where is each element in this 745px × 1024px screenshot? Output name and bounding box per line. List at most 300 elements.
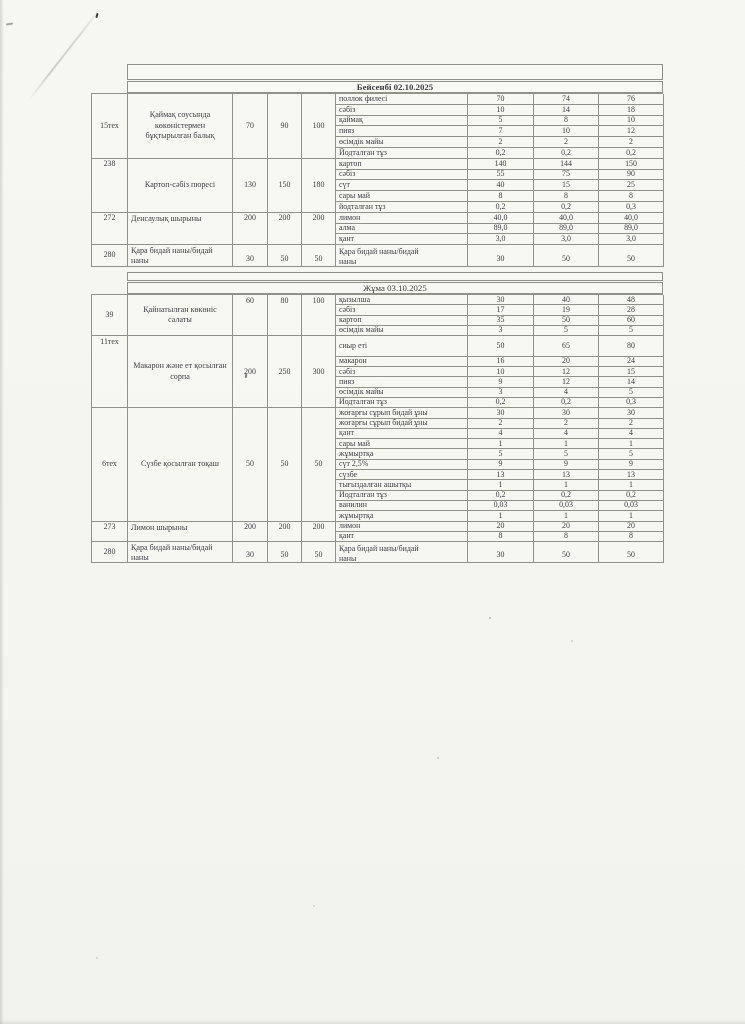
ingredient-value-cell — [468, 105, 534, 116]
portion-value: 200 — [244, 213, 256, 223]
dish-code: 280 — [103, 250, 116, 260]
ingredient-value-cell — [599, 148, 664, 159]
ingredient-value: 65 — [562, 340, 570, 350]
portion-value: 200 — [244, 366, 256, 376]
ingredient-name: өсімдік майы — [339, 387, 384, 397]
ingredient-value-cell — [534, 94, 599, 105]
portion-cell — [268, 542, 302, 563]
ingredient-value-cell — [468, 137, 534, 148]
ingredient-value-cell — [534, 419, 599, 429]
dish-name-cell — [128, 159, 233, 213]
ingredient-value-cell — [534, 170, 599, 181]
portion-value: 60 — [246, 295, 254, 305]
ingredient-value: 2 — [629, 418, 633, 428]
scan-edge-shadow-bottom — [0, 1020, 745, 1024]
ingredient-value: 1 — [564, 511, 568, 520]
ingredient-value: 20 — [562, 356, 570, 366]
ingredient-name: поллок филесі — [339, 94, 388, 103]
ingredient-name-cell — [336, 191, 468, 202]
ingredient-value: 13 — [496, 470, 505, 479]
ingredient-value-cell — [468, 326, 534, 336]
ingredient-value: 13 — [562, 470, 570, 479]
ingredient-value: 0,03 — [559, 500, 573, 510]
portion-value: 200 — [244, 522, 256, 532]
ingredient-value-cell — [534, 398, 599, 408]
ingredient-value: 19 — [562, 305, 570, 314]
ingredient-value-cell — [468, 94, 534, 105]
date-header-row — [127, 81, 663, 93]
portion-cell — [268, 94, 302, 159]
ingredient-value-cell — [468, 213, 534, 224]
ingredient-value: 76 — [627, 94, 635, 103]
ingredient-value: 9 — [564, 459, 568, 469]
ingredient-name: Йодталған тұз — [339, 490, 387, 500]
portion-cell — [268, 408, 302, 521]
ingredient-value: 50 — [627, 550, 635, 560]
ingredient-value-cell — [468, 159, 534, 170]
portion-value: 50 — [280, 459, 289, 469]
ingredient-value-cell — [468, 460, 534, 470]
ingredient-name: қант — [339, 428, 355, 438]
portion-cell — [233, 408, 268, 521]
ingredient-value: 4 — [498, 428, 503, 438]
ingredient-name-cell — [336, 429, 468, 439]
dish-code: 15тех — [100, 120, 119, 130]
ingredient-value: 8 — [629, 191, 633, 200]
scan-edge-shadow-left — [0, 0, 4, 1024]
portion-cell — [302, 245, 336, 267]
ingredient-value: 40,0 — [493, 212, 508, 222]
ingredient-value: 24 — [627, 356, 635, 366]
ingredient-value: 8 — [564, 191, 568, 200]
ingredient-value: 20 — [562, 521, 570, 531]
ingredient-value: 30 — [627, 408, 635, 417]
ingredient-value-cell — [599, 532, 664, 542]
dish-code-cell — [92, 213, 128, 245]
dish-code: 6тех — [102, 459, 117, 469]
ingredient-value: 50 — [562, 550, 570, 560]
ingredient-value: 1 — [498, 439, 503, 448]
ingredient-name-cell — [336, 491, 468, 501]
ingredient-value-cell — [599, 419, 664, 429]
portion-cell — [268, 245, 302, 267]
ingredient-value-cell — [468, 449, 534, 459]
ingredient-value-cell — [599, 336, 664, 357]
ingredient-value-cell — [468, 170, 534, 181]
menu-table-thursday — [91, 64, 663, 267]
ingredient-value: 40 — [562, 295, 570, 304]
ingredient-name: өсімдік майы — [339, 325, 384, 335]
dish-code-cell — [92, 408, 128, 521]
ingredient-value: 80 — [627, 340, 635, 350]
ingredient-name: сүт 2,5% — [339, 459, 369, 469]
ingredient-value-cell — [599, 126, 664, 137]
ingredient-name: қант — [339, 531, 355, 541]
dish-name: Қара бидай наны/бидай наны — [131, 246, 213, 266]
ingredient-name: тығыздалған ашытқы — [339, 480, 412, 489]
ingredient-name-cell — [336, 439, 468, 449]
ingredient-value: 2 — [498, 418, 503, 428]
dish-name-cell — [128, 295, 233, 336]
ingredient-value-cell — [468, 191, 534, 202]
ingredient-name-cell — [336, 522, 468, 532]
ingredient-name: сары май — [339, 191, 370, 200]
ingredient-value-cell — [599, 234, 664, 245]
ingredient-value-cell — [599, 377, 664, 387]
ingredient-name-cell — [336, 357, 468, 367]
portion-value: 200 — [278, 522, 291, 532]
portion-cell — [302, 336, 336, 408]
dish-block — [92, 245, 663, 267]
ingredient-name-cell — [336, 542, 468, 563]
ingredient-value-cell — [599, 159, 664, 170]
ingredient-value: 9 — [498, 459, 503, 469]
portion-value: 50 — [280, 550, 289, 560]
portion-value: 50 — [314, 254, 323, 264]
ingredient-value: 75 — [562, 169, 570, 179]
pen-dash-mark — [6, 23, 13, 25]
ingredient-name: картоп — [339, 158, 362, 168]
ingredient-value: 1 — [629, 439, 633, 448]
dish-name-cell — [128, 213, 233, 245]
ingredient-value-cell — [534, 137, 599, 148]
dish-code: 238 — [103, 159, 116, 169]
ingredient-value: 0,3 — [626, 201, 636, 211]
portion-cell — [268, 522, 302, 543]
ingredient-value: 0,2 — [495, 490, 506, 500]
portion-value: 80 — [280, 295, 289, 305]
ingredient-value: 30 — [562, 408, 570, 417]
portion-value: 150 — [278, 180, 291, 190]
ingredient-value: 90 — [627, 169, 635, 179]
paper-speck — [571, 640, 573, 642]
ingredient-value-cell — [468, 388, 534, 398]
ingredient-value: 25 — [627, 180, 635, 190]
dish-block — [92, 213, 663, 245]
ingredient-name-cell — [336, 449, 468, 459]
ingredient-name: лимон — [339, 521, 361, 531]
portion-cell — [302, 542, 336, 563]
dish-code: 272 — [103, 213, 116, 223]
ingredient-value-cell — [599, 180, 664, 191]
portion-value: 200 — [278, 213, 291, 223]
ingredient-value: 1 — [498, 511, 503, 520]
ingredient-value: 1 — [564, 480, 568, 489]
ingredient-value-cell — [599, 202, 664, 213]
ingredient-value: 30 — [496, 408, 505, 417]
portion-value: 50 — [314, 550, 323, 560]
ingredient-value: 20 — [627, 521, 635, 531]
ingredient-value: 1 — [629, 511, 633, 520]
portion-cell — [302, 295, 336, 336]
ingredient-value-cell — [534, 511, 599, 521]
ingredient-value-cell — [468, 180, 534, 191]
ingredient-value: 17 — [496, 305, 505, 314]
ingredient-value-cell — [599, 116, 664, 127]
ingredient-value: 1 — [629, 480, 633, 489]
ingredient-value-cell — [599, 326, 664, 336]
portion-value: 200 — [312, 213, 325, 223]
ingredient-name: макарон — [339, 356, 367, 366]
ingredient-value: 5 — [564, 325, 568, 335]
ingredient-name: жұмыртқа — [339, 511, 374, 520]
ingredient-name: лимон — [339, 212, 361, 222]
ingredient-value: 40,0 — [559, 212, 573, 222]
ingredient-name: жоғарғы сұрып бидай ұны — [339, 418, 428, 428]
dish-code-cell — [92, 94, 128, 159]
portion-cell — [233, 245, 268, 267]
ingredient-value: 4 — [564, 428, 568, 438]
ingredient-name-cell — [336, 234, 468, 245]
portion-cell — [302, 408, 336, 521]
ingredient-value-cell — [599, 398, 664, 408]
ingredient-value-cell — [468, 470, 534, 480]
dish-block — [92, 94, 663, 159]
dish-code-cell — [92, 522, 128, 543]
ingredient-value-cell — [534, 234, 599, 245]
ingredient-name: сүт — [339, 180, 350, 190]
dish-code-cell — [92, 159, 128, 213]
portion-cell — [268, 213, 302, 245]
ingredient-value-cell — [534, 367, 599, 377]
ingredient-value-cell — [468, 542, 534, 563]
ingredient-value-cell — [599, 449, 664, 459]
ingredient-value: 89,0 — [624, 223, 638, 233]
ingredient-value-cell — [534, 213, 599, 224]
dish-block — [92, 336, 663, 408]
dish-block — [92, 522, 663, 543]
portion-cell — [302, 94, 336, 159]
ingredient-value: 0,2 — [561, 397, 571, 407]
portion-cell — [302, 213, 336, 245]
ingredient-name: Йодталған тұз — [339, 397, 387, 407]
ingredient-value-cell — [599, 460, 664, 470]
ingredient-value-cell — [468, 367, 534, 377]
ingredient-value-cell — [534, 377, 599, 387]
ingredient-value: 0,2 — [626, 147, 636, 157]
ingredient-value-cell — [468, 377, 534, 387]
ingredient-value-cell — [468, 511, 534, 521]
dish-code-cell — [92, 336, 128, 408]
ingredient-value: 5 — [498, 115, 503, 125]
ingredient-value-cell — [599, 480, 664, 490]
ingredient-value: 15 — [627, 367, 635, 376]
dish-code: 11тех — [100, 336, 119, 346]
ingredient-value-cell — [468, 305, 534, 315]
dish-block — [92, 295, 663, 336]
ingredient-value: 0,3 — [626, 397, 636, 407]
ingredient-value-cell — [534, 180, 599, 191]
ingredient-value: 18 — [627, 104, 635, 114]
ingredient-name-cell — [336, 511, 468, 521]
ingredient-value: 1 — [564, 439, 568, 448]
ingredient-value: 70 — [496, 94, 505, 103]
ingredient-value-cell — [468, 439, 534, 449]
ingredient-name-cell — [336, 336, 468, 357]
ingredient-name-cell — [336, 501, 468, 511]
ingredient-value: 5 — [629, 387, 633, 397]
ingredient-value: 14 — [562, 104, 570, 114]
ingredient-value-cell — [534, 439, 599, 449]
ingredient-name-cell — [336, 202, 468, 213]
portion-value: 50 — [314, 459, 323, 469]
portion-value: 70 — [246, 120, 254, 130]
paper-speck — [489, 617, 491, 619]
ingredient-value-cell — [599, 191, 664, 202]
ingredient-value: 10 — [562, 126, 570, 136]
ingredient-name-cell — [336, 126, 468, 137]
ingredient-value: 28 — [627, 305, 635, 314]
ingredient-value: 50 — [562, 254, 570, 264]
pen-tick-mark — [95, 13, 98, 18]
ingredient-value-cell — [468, 245, 534, 267]
dish-code: 280 — [103, 546, 116, 556]
dish-name-cell — [128, 408, 233, 521]
ingredient-value-cell — [534, 542, 599, 563]
dish-code-cell — [92, 542, 128, 563]
ingredient-value-cell — [599, 429, 664, 439]
ingredient-value: 9 — [498, 377, 503, 386]
ingredient-name-cell — [336, 316, 468, 326]
menu-table-friday — [91, 272, 663, 563]
ingredient-value: 8 — [564, 531, 568, 541]
ingredient-value: 5 — [498, 449, 503, 458]
ingredient-value: 7 — [498, 126, 503, 136]
portion-cell — [233, 336, 268, 408]
portion-value: 180 — [312, 180, 325, 190]
ingredient-value-cell — [534, 470, 599, 480]
portion-cell — [233, 213, 268, 245]
ingredient-value: 3,0 — [626, 234, 636, 244]
dish-block — [92, 542, 663, 563]
ingredient-name-cell — [336, 460, 468, 470]
dish-code-cell — [92, 245, 128, 267]
portion-value: 30 — [246, 550, 254, 560]
ingredient-name: жоғарғы сұрып бидай ұны — [339, 408, 428, 417]
ingredient-value: 3 — [498, 387, 503, 397]
ingredient-name-cell — [336, 180, 468, 191]
ingredient-value-cell — [468, 295, 534, 305]
ingredient-value: 0,2 — [561, 201, 571, 211]
portion-value: 130 — [244, 180, 256, 190]
portion-value: 300 — [312, 366, 325, 376]
dish-block — [92, 159, 663, 213]
ingredient-value-cell — [468, 491, 534, 501]
ingredient-value-cell — [599, 94, 664, 105]
ingredient-value-cell — [599, 367, 664, 377]
ingredient-name-cell — [336, 398, 468, 408]
ingredient-value-cell — [599, 305, 664, 315]
ingredient-value-cell — [468, 532, 534, 542]
ingredient-value-cell — [599, 357, 664, 367]
ingredient-value-cell — [599, 213, 664, 224]
ingredient-value: 20 — [496, 521, 505, 531]
ingredient-value: 150 — [625, 158, 637, 168]
dish-code: 39 — [105, 309, 114, 319]
ingredient-value-cell — [468, 224, 534, 235]
ingredient-value-cell — [599, 470, 664, 480]
ingredient-value: 5 — [629, 325, 633, 335]
portion-cell — [233, 94, 268, 159]
ingredient-name-cell — [336, 408, 468, 418]
ingredient-name-cell — [336, 388, 468, 398]
ingredient-value: 40,0 — [624, 212, 638, 222]
ingredient-value: 30 — [496, 295, 505, 304]
ingredient-value-cell — [599, 511, 664, 521]
paper-speck — [437, 757, 439, 759]
ingredient-value: 1 — [498, 480, 503, 489]
ingredient-name-cell — [336, 159, 468, 170]
ingredient-value: 2 — [498, 137, 503, 146]
ingredient-value: 55 — [496, 169, 505, 179]
portion-cell — [233, 542, 268, 563]
portion-value: 50 — [280, 254, 289, 264]
ingredient-value-cell — [468, 234, 534, 245]
ingredient-value: 0,03 — [493, 500, 508, 510]
ingredient-value-cell — [468, 480, 534, 490]
ingredient-value-cell — [534, 480, 599, 490]
portion-cell — [302, 159, 336, 213]
ingredient-name-cell — [336, 170, 468, 181]
paper-speck — [96, 957, 98, 959]
dish-name: Макарон және ет қосылған сорпа — [133, 361, 227, 381]
portion-cell — [268, 336, 302, 408]
ingredient-name: Йодталған тұз — [339, 147, 387, 157]
ingredient-value-cell — [534, 357, 599, 367]
ingredient-value-cell — [534, 105, 599, 116]
ingredient-value: 0,2 — [561, 147, 571, 157]
ingredient-name: картоп — [339, 315, 362, 325]
header-blank-row — [127, 272, 663, 281]
ingredient-value-cell — [534, 388, 599, 398]
ingredient-value: 2 — [564, 418, 568, 428]
ingredient-value: 50 — [627, 254, 635, 264]
ingredient-name-cell — [336, 326, 468, 336]
ingredient-value: 16 — [496, 356, 505, 366]
ingredient-value-cell — [534, 126, 599, 137]
ingredient-value: 10 — [496, 367, 505, 376]
ingredient-value-cell — [534, 491, 599, 501]
ingredient-name: сәбіз — [339, 104, 356, 114]
portion-value: 100 — [312, 295, 325, 305]
ingredient-value: 13 — [627, 470, 635, 479]
ingredient-value: 2 — [629, 137, 633, 146]
ingredient-value: 4 — [564, 387, 568, 397]
date-header-row — [127, 282, 663, 294]
ingredient-value: 14 — [627, 377, 635, 386]
ingredient-name-cell — [336, 137, 468, 148]
dish-name: Қаймақ соусында көкөністермен бұқтырылған балық — [145, 110, 215, 141]
ingredient-value-cell — [599, 170, 664, 181]
ingredient-value: 144 — [560, 158, 572, 168]
ingredient-value: 15 — [562, 180, 570, 190]
ingredient-name: сәбіз — [339, 367, 356, 376]
ingredient-value: 12 — [627, 126, 635, 136]
portion-cell — [268, 295, 302, 336]
portion-value: 100 — [312, 120, 325, 130]
header-blank-row — [127, 64, 663, 80]
ingredient-name-cell — [336, 377, 468, 387]
ingredient-name: сәбіз — [339, 169, 356, 179]
dish-name-cell — [128, 542, 233, 563]
ingredient-name: өсімдік майы — [339, 137, 384, 146]
ingredient-value: 50 — [562, 315, 570, 325]
ingredient-value-cell — [599, 388, 664, 398]
ingredient-name: ванилин — [339, 500, 367, 510]
portion-value: 250 — [278, 366, 291, 376]
ingredient-value-cell — [468, 126, 534, 137]
ingredient-name: Қара бидай наны/бидай наны — [339, 246, 419, 266]
